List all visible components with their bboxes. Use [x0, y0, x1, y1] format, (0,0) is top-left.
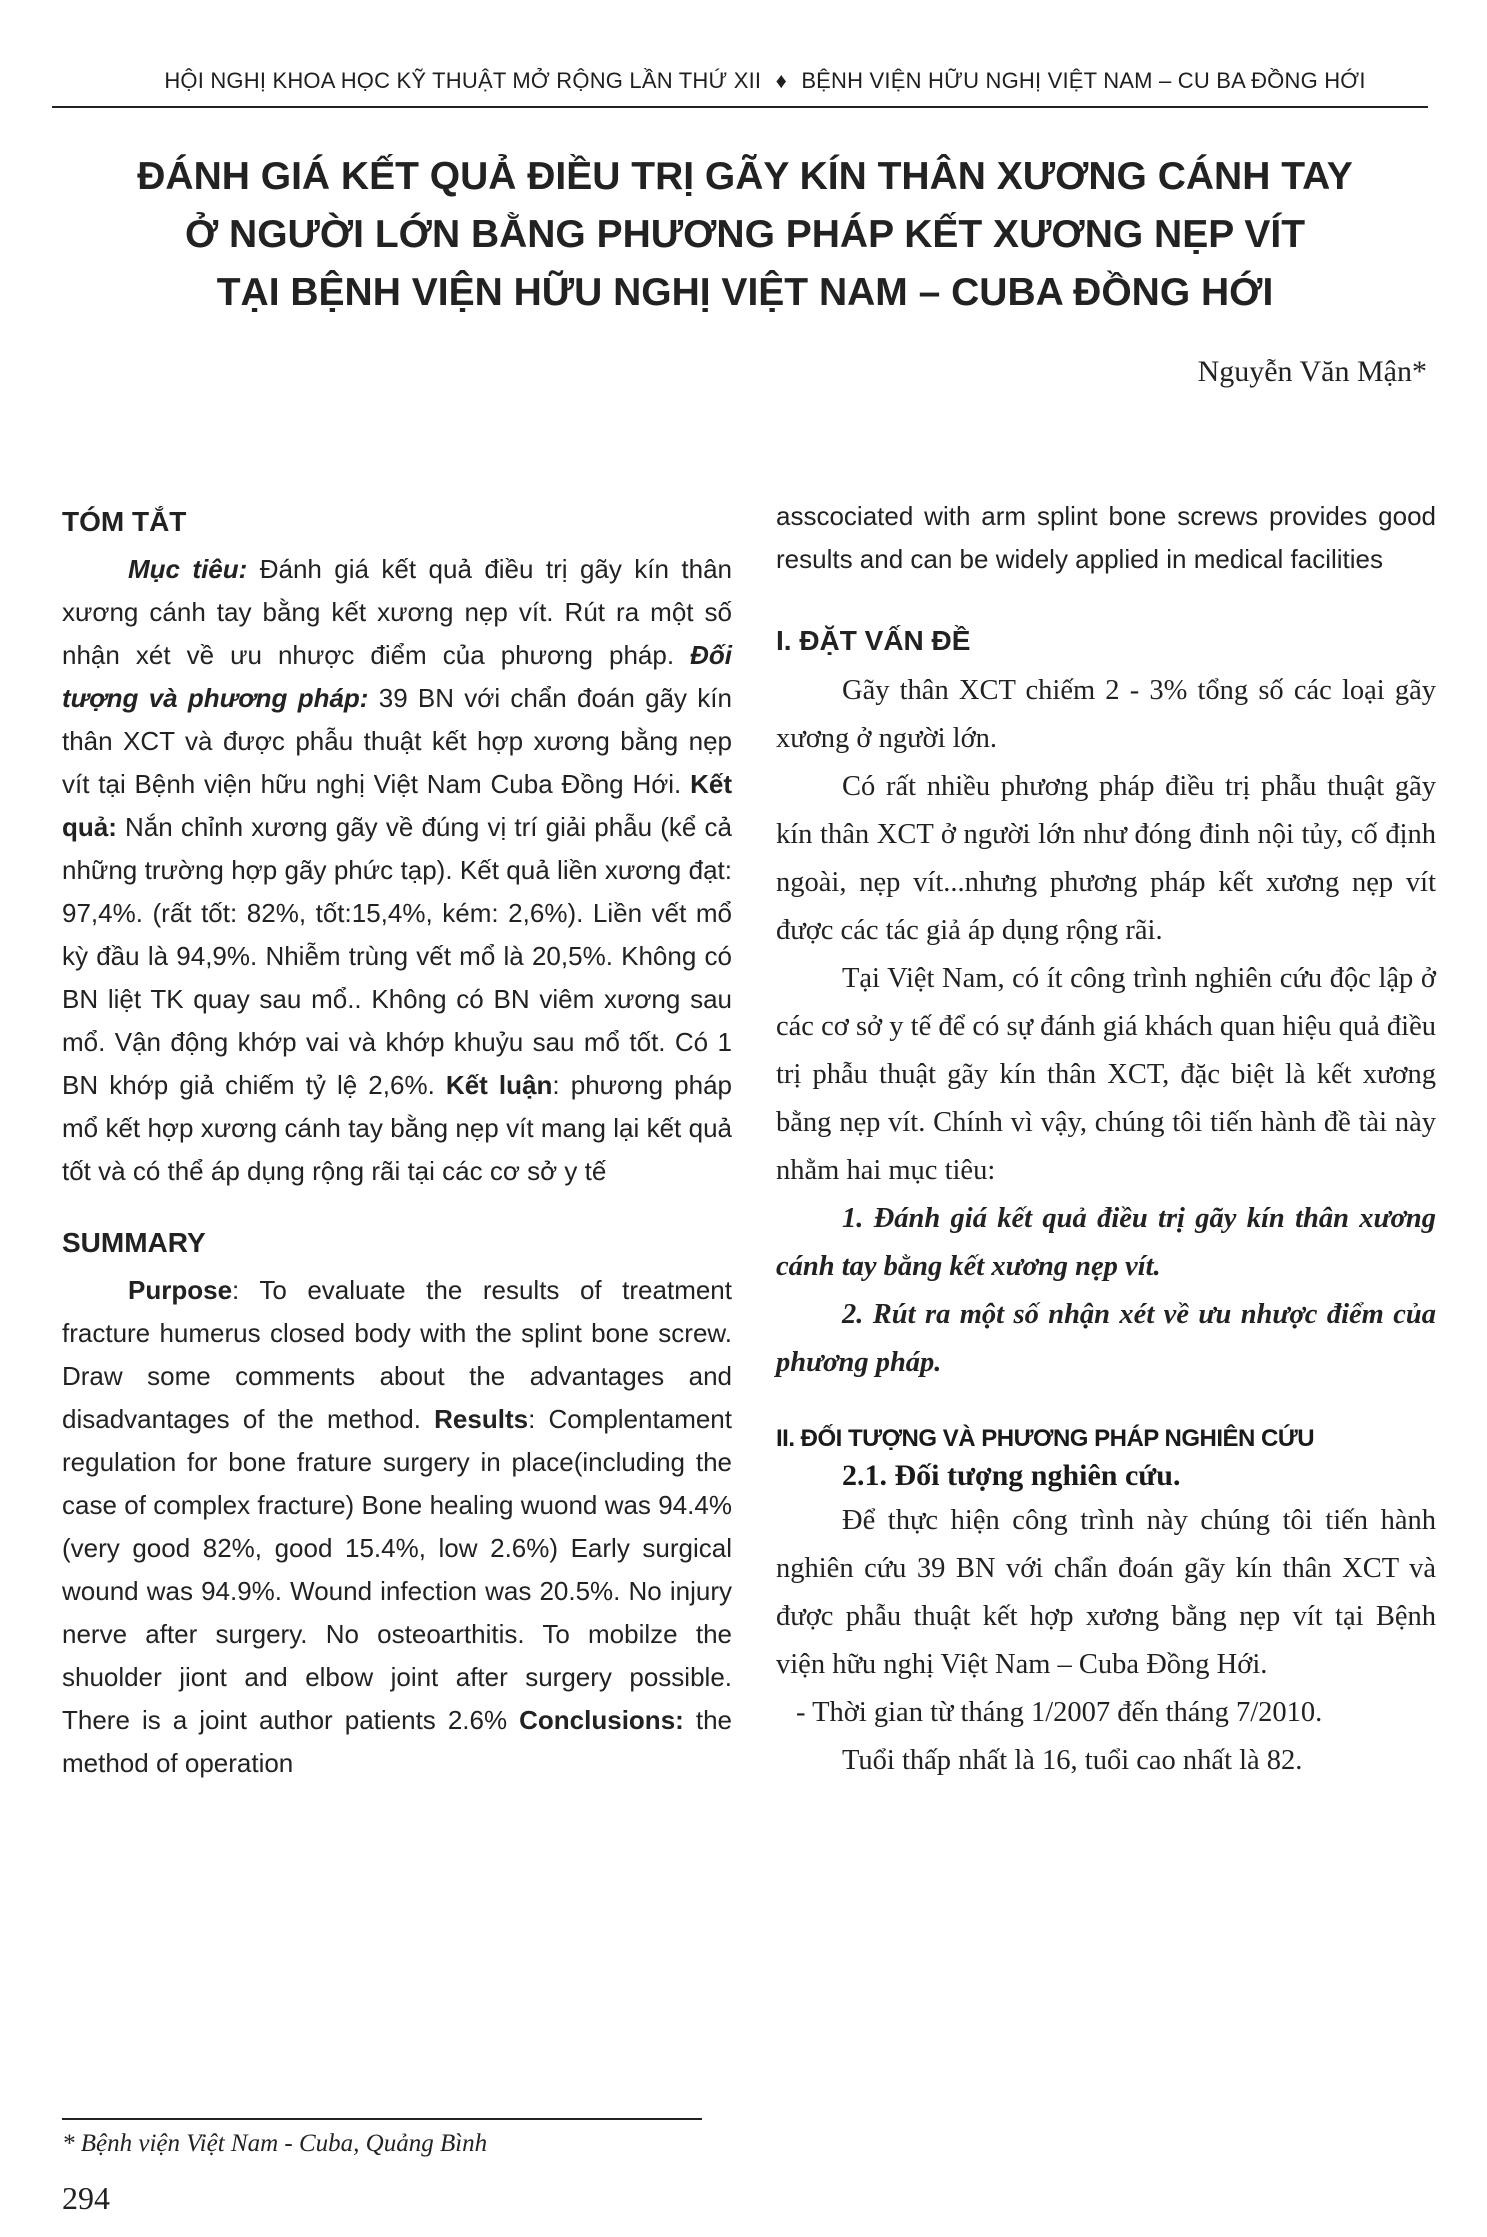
running-header [120, 68, 1410, 94]
muctieu-label: Mục tiêu: [128, 554, 248, 584]
author-name: Nguyễn Văn Mận* [1197, 355, 1427, 388]
results-text: : Complentament regulation for bone frature surgery in place(including the case of complex fracture) Bone healing wuond was 94.4% (very good 82%, good 15.4%, low 2.6%) Early surgical wound was 94.9%. Wound infection was 20.5%. No injury nerve after surgery. No osteoarthitis. To mobilze the shuolder jiont and elbow joint after surgery possible. There is a joint author patients 2.6% [62, 1404, 732, 1735]
summary-heading: SUMMARY [62, 1227, 206, 1258]
left-column [62, 490, 732, 1785]
summary-paragraph [62, 1269, 732, 1785]
section-1-paragraph-3: Tại Việt Nam, có ít công trình nghiên cứu độc lập ở các cơ sở y tế để có sự đánh giá khách quan hiệu quả điều trị phẫu thuật gãy kín thân XCT, đặc biệt là kết xương bằng nẹp vít. Chính vì vậy, chúng tôi tiến hành đề tài này nhằm hai mục tiêu: [776, 963, 1436, 1186]
objective-2: 2. Rút ra một số nhận xét về ưu nhược điểm của phương pháp. [776, 1299, 1436, 1378]
purpose-label: Purpose [128, 1275, 233, 1305]
doituong-label: Đối tượng và phương pháp: [62, 640, 732, 713]
ketqua-label: Kết quả: [62, 769, 732, 842]
tomtat-heading: TÓM TẮT [62, 506, 187, 537]
results-label: Results [434, 1404, 529, 1434]
ketluan-text: : phương pháp mổ kết hợp xương cánh tay bằng nẹp vít mang lại kết quả tốt và có thể áp dụng rộng rãi tại các cơ sở y tế [62, 1070, 732, 1186]
summary-continued: asscociated with arm splint bone screws provides good results and can be widely applied in medical facilities [776, 501, 1436, 574]
header-conference: HỘI NGHỊ KHOA HỌC KỸ THUẬT MỞ RỘNG LẦN THỨ XII [164, 68, 762, 93]
title-line-1: ĐÁNH GIÁ KẾT QUẢ ĐIỀU TRỊ GÃY KÍN THÂN XƯƠNG CÁNH TAY [137, 155, 1353, 198]
subsection-2-1-heading: 2.1. Đối tượng nghiên cứu. [842, 1459, 1181, 1492]
header-hospital: BỆNH VIỆN HỮU NGHỊ VIỆT NAM – CU BA ĐỒNG HỚI [801, 68, 1366, 93]
footnote-divider [62, 2118, 702, 2120]
muctieu-text: Đánh giá kết quả điều trị gãy kín thân xương cánh tay bằng kết xương nẹp vít. Rút ra một số nhận xét về ưu nhược điểm của phương pháp. [62, 554, 733, 670]
conclusions-label: Conclusions: [519, 1705, 684, 1735]
purpose-text: : To evaluate the results of treatment fracture humerus closed body with the splint bone screw. Draw some comments about the advantages and disadvantages of the method. [62, 1275, 732, 1434]
conclusions-text: the method of operation [62, 1705, 732, 1778]
section-2-paragraph-3: Tuổi thấp nhất là 16, tuổi cao nhất là 82. [842, 1745, 1303, 1776]
footnote: * Bệnh viện Việt Nam - Cuba, Quảng Bình [62, 2130, 488, 2157]
right-column [776, 495, 1436, 1785]
section-1-paragraph-2: Có rất nhiều phương pháp điều trị phẫu thuật gãy kín thân XCT ở người lớn như đóng đinh nội tủy, cố định ngoài, nẹp vít...nhưng phương pháp kết xương nẹp vít được các tác giả áp dụng rộng rãi. [776, 771, 1436, 946]
section-1-paragraph-1: Gãy thân XCT chiếm 2 - 3% tổng số các loại gãy xương ở người lớn. [776, 675, 1436, 754]
objective-1: 1. Đánh giá kết quả điều trị gãy kín thân xương cánh tay bằng kết xương nẹp vít. [776, 1203, 1436, 1282]
header-divider [52, 106, 1428, 108]
tomtat-paragraph [62, 548, 732, 1193]
doituong-text: 39 BN với chẩn đoán gãy kín thân XCT và được phẫu thuật kết hợp xương bằng nẹp vít tại Bệnh viện hữu nghị Việt Nam Cuba Đồng Hới. [62, 683, 732, 799]
section-2-paragraph-2: - Thời gian từ tháng 1/2007 đến tháng 7/2010. [796, 1697, 1323, 1728]
section-1-heading: I. ĐẶT VẤN ĐỀ [776, 625, 971, 656]
diamond-icon: ♦ [775, 68, 787, 93]
paper-title [70, 148, 1420, 322]
title-line-2: Ở NGƯỜI LỚN BẰNG PHƯƠNG PHÁP KẾT XƯƠNG NẸP VÍT [184, 213, 1306, 256]
section-2-paragraph-1: Để thực hiện công trình này chúng tôi tiến hành nghiên cứu 39 BN với chẩn đoán gãy kín thân XCT và được phẫu thuật kết hợp xương bằng nẹp vít tại Bệnh viện hữu nghị Việt Nam – Cuba Đồng Hới. [776, 1505, 1436, 1680]
page-number: 294 [62, 2180, 110, 2216]
ketluan-label: Kết luận [445, 1070, 553, 1100]
ketqua-text: Nắn chỉnh xương gãy về đúng vị trí giải phẫu (kể cả những trường hợp gãy phức tạp). Kết quả liền xương đạt: 97,4%. (rất tốt: 82%, tốt:15,4%, kém: 2,6%). Liền vết mổ kỳ đầu là 94,9%. Nhiễm trùng vết mổ là 20,5%. Không có BN liệt TK quay sau mổ.. Không có BN viêm xương sau mổ. Vận động khớp vai và khớp khuỷu sau mổ tốt. Có 1 BN khớp giả chiếm tỷ lệ 2,6%. [62, 812, 732, 1100]
title-line-3: TẠI BỆNH VIỆN HỮU NGHỊ VIỆT NAM – CUBA ĐỒNG HỚI [216, 271, 1274, 314]
section-2-heading: II. ĐỐI TƯỢNG VÀ PHƯƠNG PHÁP NGHIÊN CỨU [776, 1425, 1315, 1452]
